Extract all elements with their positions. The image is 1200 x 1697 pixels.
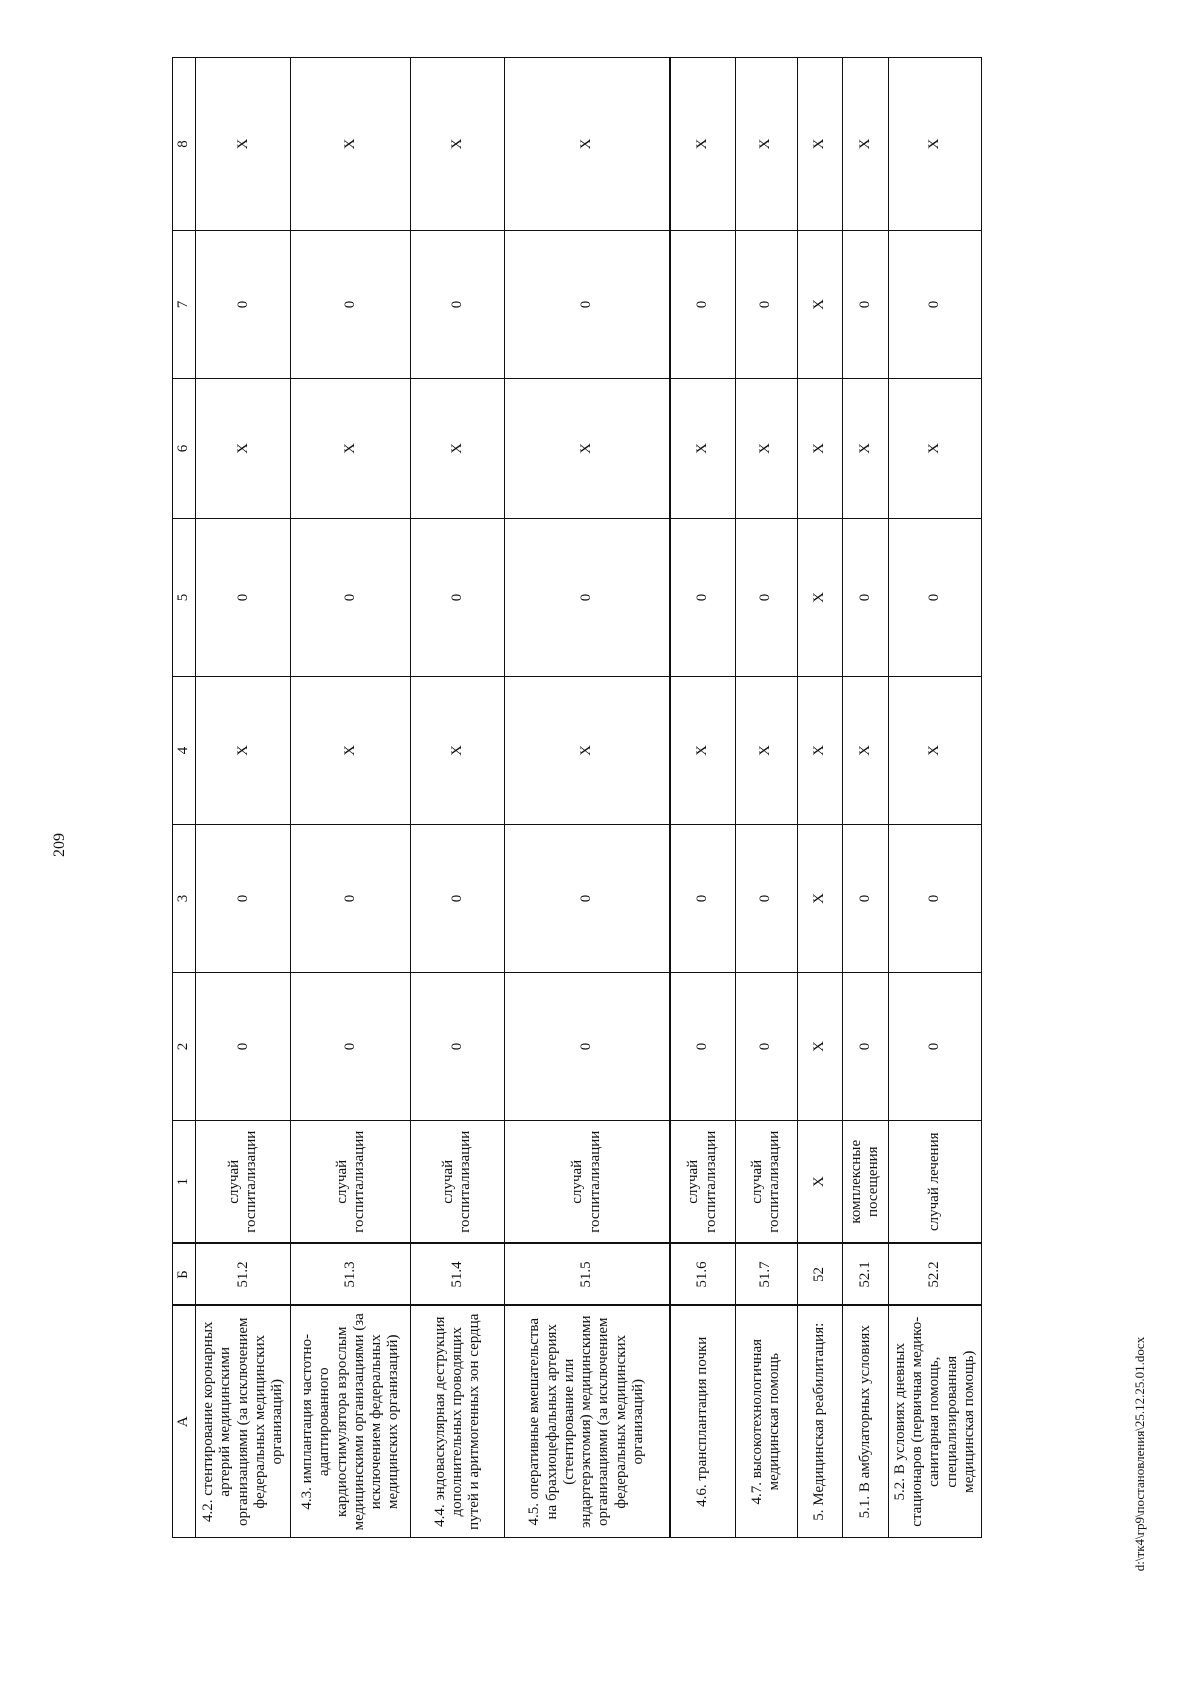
cell-col4: X (196, 677, 291, 825)
cell-col2: 0 (504, 973, 670, 1121)
cell-col8: X (797, 58, 843, 231)
cell-col4: X (843, 677, 889, 825)
cell-col2: 0 (735, 973, 797, 1121)
cell-col8: X (735, 58, 797, 231)
row-name: 4.7. высокотехнологичная медицинская помощь (735, 1306, 797, 1538)
cell-col7: X (797, 231, 843, 379)
row-unit: случай госпитализации (670, 1121, 735, 1244)
header-row (173, 58, 196, 1538)
cell-col6: X (291, 379, 411, 519)
cell-col2: 0 (196, 973, 291, 1121)
cell-col4: X (291, 677, 411, 825)
col-header-5: 5 (173, 519, 196, 677)
row-name: 4.3. имплантация частотно-адаптированного кардиостимулятора взрослым медицинскими организациями (за исключением федеральных медицинских организаций) (291, 1306, 411, 1538)
col-header-7: 7 (173, 231, 196, 379)
table-row (797, 58, 843, 1538)
cell-col4: X (888, 677, 981, 825)
table-row (888, 58, 981, 1538)
row-unit: случай госпитализации (735, 1121, 797, 1244)
cell-col7: 0 (735, 231, 797, 379)
cell-col8: X (504, 58, 670, 231)
cell-col2: 0 (670, 973, 735, 1121)
cell-col6: X (196, 379, 291, 519)
cell-col3: 0 (735, 825, 797, 973)
cell-col2: 0 (888, 973, 981, 1121)
table-row (411, 58, 504, 1538)
cell-col2: 0 (411, 973, 504, 1121)
cell-col3: 0 (411, 825, 504, 973)
cell-col5: 0 (411, 519, 504, 677)
cell-col4: X (411, 677, 504, 825)
cell-col6: X (843, 379, 889, 519)
cell-col8: X (843, 58, 889, 231)
cell-col8: X (196, 58, 291, 231)
row-unit: случай госпитализации (411, 1121, 504, 1244)
cell-col3: 0 (504, 825, 670, 973)
row-code: 52 (797, 1244, 843, 1306)
row-code: 51.2 (196, 1244, 291, 1306)
cell-col7: 0 (504, 231, 670, 379)
row-name: 4.5. оперативные вмешательства на брахиоцефальных артериях (стентирование или эндартерэктомия) медицинскими организациями (за исключением федеральных медицинских организаций) (504, 1306, 670, 1538)
cell-col6: X (735, 379, 797, 519)
row-code: 52.2 (888, 1244, 981, 1306)
cell-col4: X (797, 677, 843, 825)
cell-col2: 0 (843, 973, 889, 1121)
cell-col3: 0 (196, 825, 291, 973)
table-row (843, 58, 889, 1538)
cell-col7: 0 (888, 231, 981, 379)
cell-col6: X (797, 379, 843, 519)
row-code: 51.4 (411, 1244, 504, 1306)
cell-col7: 0 (411, 231, 504, 379)
cell-col5: 0 (735, 519, 797, 677)
cell-col5: 0 (291, 519, 411, 677)
cell-col5: 0 (888, 519, 981, 677)
col-header-b: Б (173, 1244, 196, 1306)
row-name: 5. Медицинская реабилитация: (797, 1306, 843, 1538)
cell-col3: 0 (843, 825, 889, 973)
row-unit: случай госпитализации (291, 1121, 411, 1244)
cell-col8: X (291, 58, 411, 231)
cell-col5: 0 (504, 519, 670, 677)
cell-col2: X (797, 973, 843, 1121)
col-header-3: 3 (173, 825, 196, 973)
cell-col4: X (670, 677, 735, 825)
cell-col8: X (888, 58, 981, 231)
row-name: 5.1. В амбулаторных условиях (843, 1306, 889, 1538)
table-row (504, 58, 670, 1538)
cell-col6: X (504, 379, 670, 519)
rotated-table-frame (172, 58, 982, 1538)
cell-col4: X (735, 677, 797, 825)
col-header-4: 4 (173, 677, 196, 825)
document-file-path: d:\тк4\гр9\постановления\25.12.25.01.docx (1132, 1336, 1147, 1572)
col-header-2: 2 (173, 973, 196, 1121)
col-header-a: А (173, 1306, 196, 1538)
cell-col3: 0 (888, 825, 981, 973)
cell-col3: 0 (670, 825, 735, 973)
row-unit: комплексные посещения (843, 1121, 889, 1244)
row-name: 4.6. трансплантация почки (670, 1306, 735, 1538)
cell-col6: X (670, 379, 735, 519)
row-code: 51.6 (670, 1244, 735, 1306)
table-row (196, 58, 291, 1538)
table-row (291, 58, 411, 1538)
col-header-8: 8 (173, 58, 196, 231)
row-name: 5.2. В условиях дневных стационаров (первичная медико-санитарная помощь, специализированная медицинская помощь) (888, 1306, 981, 1538)
row-unit: X (797, 1121, 843, 1244)
cell-col7: 0 (843, 231, 889, 379)
cell-col8: X (411, 58, 504, 231)
cell-col5: 0 (196, 519, 291, 677)
row-code: 51.5 (504, 1244, 670, 1306)
row-unit: случай госпитализации (196, 1121, 291, 1244)
cell-col2: 0 (291, 973, 411, 1121)
cell-col6: X (888, 379, 981, 519)
row-unit: случай лечения (888, 1121, 981, 1244)
row-code: 51.7 (735, 1244, 797, 1306)
table-container (172, 58, 982, 1538)
col-header-6: 6 (173, 379, 196, 519)
row-name: 4.4. эндоваскулярная деструкция дополнительных проводящих путей и аритмогенных зон сердца (411, 1306, 504, 1538)
row-code: 52.1 (843, 1244, 889, 1306)
row-code: 51.3 (291, 1244, 411, 1306)
cell-col3: 0 (291, 825, 411, 973)
cell-col5: 0 (843, 519, 889, 677)
row-unit: случай госпитализации (504, 1121, 670, 1244)
cell-col4: X (504, 677, 670, 825)
row-name: 4.2. стентирование коронарных артерий медицинскими организациями (за исключением федеральных медицинских организаций) (196, 1306, 291, 1538)
page-number: 209 (51, 833, 68, 857)
cell-col8: X (670, 58, 735, 231)
cell-col3: X (797, 825, 843, 973)
cell-col5: 0 (670, 519, 735, 677)
table-row (670, 58, 735, 1538)
cell-col7: 0 (196, 231, 291, 379)
cell-col7: 0 (670, 231, 735, 379)
cell-col6: X (411, 379, 504, 519)
col-header-1: 1 (173, 1121, 196, 1244)
cell-col5: X (797, 519, 843, 677)
table-row (735, 58, 797, 1538)
data-table (172, 57, 982, 1538)
cell-col7: 0 (291, 231, 411, 379)
